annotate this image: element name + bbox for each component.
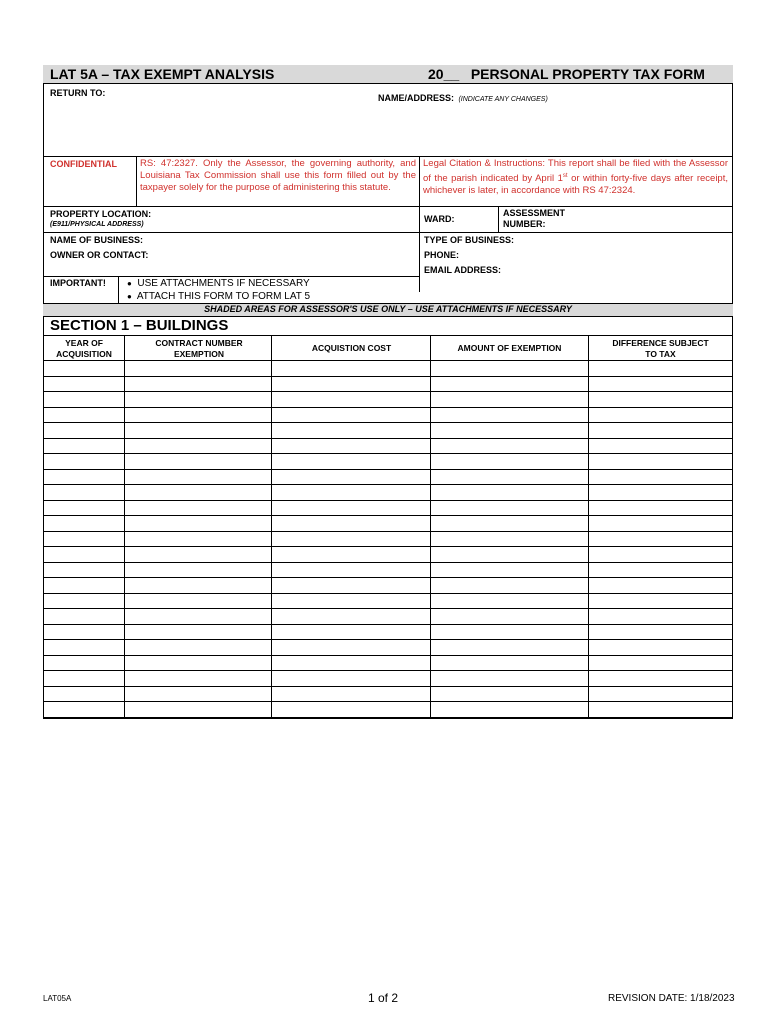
table-cell[interactable] [124,422,271,438]
table-cell[interactable] [271,500,430,516]
table-cell[interactable] [430,469,588,485]
table-cell[interactable] [43,624,124,640]
table-cell[interactable] [430,453,588,469]
table-cell[interactable] [588,500,733,516]
table-cell[interactable] [588,453,733,469]
table-cell[interactable] [588,515,733,531]
table-cell[interactable] [43,577,124,593]
table-cell[interactable] [271,624,430,640]
table-cell[interactable] [588,670,733,686]
table-cell[interactable] [124,655,271,671]
name-address-note: (INDICATE ANY CHANGES) [458,96,548,103]
legal-citation-part-a: Legal Citation & Instructions: This report shall be filed with the Assessor of the parish indicated by April 1 [423,158,728,185]
table-cell[interactable] [430,701,588,717]
divider-confidential-label [136,156,137,206]
owner-contact-label: OWNER OR CONTACT: [50,250,149,260]
table-cell[interactable] [588,422,733,438]
col-header-cost: ACQUISTION COST [311,343,392,353]
ward-label: WARD: [424,214,455,224]
table-cell[interactable] [124,391,271,407]
return-to-field[interactable] [50,100,370,154]
table-cell[interactable] [588,701,733,717]
table-cell[interactable] [271,376,430,392]
col-header-contract: CONTRACT NUMBER EXEMPTION [155,338,243,359]
phone-label: PHONE: [424,250,460,260]
important-item-text: USE ATTACHMENTS IF NECESSARY [137,278,310,289]
table-cell[interactable] [430,593,588,609]
name-address-label: NAME/ADDRESS: [378,93,455,103]
form-title: LAT 5A – TAX EXEMPT ANALYSIS [50,66,275,82]
table-cell[interactable] [43,593,124,609]
table-cell[interactable] [588,360,733,376]
important-item: ● USE ATTACHMENTS IF NECESSARY [127,278,310,289]
table-cell[interactable] [430,562,588,578]
table-cell[interactable] [43,484,124,500]
confidential-label: CONFIDENTIAL [50,159,117,169]
table-cell[interactable] [43,701,124,717]
table-cell[interactable] [124,562,271,578]
buildings-table [43,335,733,719]
table-cell[interactable] [430,438,588,454]
table-cell[interactable] [271,391,430,407]
table-cell[interactable] [588,639,733,655]
table-row-divider [43,717,733,718]
table-cell[interactable] [430,624,588,640]
table-cell[interactable] [430,686,588,702]
table-cell[interactable] [430,500,588,516]
legal-citation-sup: st [562,173,568,179]
table-cell[interactable] [430,360,588,376]
property-location-label: PROPERTY LOCATION: [50,209,152,219]
shaded-note-text: SHADED AREAS FOR ASSESSOR'S USE ONLY – USE ATTACHMENTS IF NECESSARY [204,304,572,314]
table-cell[interactable] [43,686,124,702]
table-cell[interactable] [43,500,124,516]
divider-business-top [43,232,733,233]
table-cell[interactable] [124,577,271,593]
important-label: IMPORTANT! [50,278,106,288]
table-cell[interactable] [271,655,430,671]
table-cell[interactable] [124,531,271,547]
col-header-difference: DIFFERENCE SUBJECT TO TAX [612,338,709,359]
table-cell[interactable] [124,670,271,686]
form-code: LAT05A [43,994,72,1003]
table-cell[interactable] [271,453,430,469]
table-cell[interactable] [124,438,271,454]
table-cell[interactable] [588,624,733,640]
table-cell[interactable] [271,639,430,655]
table-cell[interactable] [430,422,588,438]
table-cell[interactable] [430,407,588,423]
table-cell[interactable] [271,438,430,454]
table-cell[interactable] [43,639,124,655]
table-cell[interactable] [430,639,588,655]
table-cell[interactable] [271,531,430,547]
important-list [127,277,310,303]
table-cell[interactable] [588,531,733,547]
table-cell[interactable] [588,546,733,562]
type-of-business-label: TYPE OF BUSINESS: [424,235,515,245]
table-cell[interactable] [124,701,271,717]
table-cell[interactable] [271,562,430,578]
table-cell[interactable] [271,593,430,609]
table-cell[interactable] [43,608,124,624]
table-cell[interactable] [43,376,124,392]
table-cell[interactable] [124,608,271,624]
table-cell[interactable] [588,577,733,593]
property-location-note: (E911/PHYSICAL ADDRESS) [50,221,144,228]
table-cell[interactable] [271,701,430,717]
col-header-exemption: AMOUNT OF EXEMPTION [457,343,562,353]
col-header-year: YEAR OF ACQUISITION [56,338,112,359]
assessment-number-label: ASSESSMENT NUMBER: [503,208,566,229]
table-cell[interactable] [43,438,124,454]
table-cell[interactable] [271,515,430,531]
divider-ward [498,206,499,232]
return-to-label: RETURN TO: [50,88,106,98]
table-cell[interactable] [43,422,124,438]
form-year-title: 20__ PERSONAL PROPERTY TAX FORM [428,66,705,82]
table-cell[interactable] [124,593,271,609]
legal-citation-part-b: or within forty-five days after receipt, whichever is later, in accordance with RS 47:2324. [423,173,728,197]
table-cell[interactable] [43,670,124,686]
table-cell[interactable] [271,484,430,500]
table-cell[interactable] [124,546,271,562]
table-cell[interactable] [430,484,588,500]
table-cell[interactable] [124,515,271,531]
table-cell[interactable] [124,484,271,500]
table-cell[interactable] [588,562,733,578]
table-cell[interactable] [588,484,733,500]
important-item: ● ATTACH THIS FORM TO FORM LAT 5 [127,291,311,302]
table-cell[interactable] [271,422,430,438]
table-cell[interactable] [588,608,733,624]
section-title: SECTION 1 – BUILDINGS [50,317,229,334]
table-cell[interactable] [271,608,430,624]
table-cell[interactable] [430,515,588,531]
legal-citation-text [423,158,728,197]
table-cell[interactable] [271,686,430,702]
name-of-business-label: NAME OF BUSINESS: [50,235,144,245]
table-cell[interactable] [430,655,588,671]
table-cell[interactable] [43,531,124,547]
revision-date: REVISION DATE: 1/18/2023 [608,993,735,1004]
table-cell[interactable] [124,453,271,469]
table-cell[interactable] [43,469,124,485]
table-cell[interactable] [43,391,124,407]
table-cell[interactable] [43,407,124,423]
statute-text: RS: 47:2327. Only the Assessor, the governing authority, and Louisiana Tax Commission shall use this form filled out by the taxpayer solely for the purpose of administering this statute. [140,158,416,193]
table-cell[interactable] [43,655,124,671]
table-cell[interactable] [588,686,733,702]
table-cell[interactable] [588,376,733,392]
table-cell[interactable] [430,670,588,686]
table-cell[interactable] [43,360,124,376]
name-address-field[interactable] [378,100,728,154]
table-cell[interactable] [588,655,733,671]
divider-important [118,276,119,303]
table-cell[interactable] [271,577,430,593]
table-cell[interactable] [271,546,430,562]
table-cell[interactable] [271,407,430,423]
table-cell[interactable] [43,453,124,469]
table-cell[interactable] [588,438,733,454]
table-cell[interactable] [588,593,733,609]
email-label: EMAIL ADDRESS: [424,265,502,275]
table-cell[interactable] [124,639,271,655]
table-cell[interactable] [588,469,733,485]
table-cell[interactable] [43,515,124,531]
table-cell[interactable] [271,360,430,376]
table-cell[interactable] [430,546,588,562]
table-cell[interactable] [430,577,588,593]
table-cell[interactable] [43,546,124,562]
divider-location-top [43,206,733,207]
table-cell[interactable] [430,376,588,392]
table-cell[interactable] [588,407,733,423]
table-cell[interactable] [124,500,271,516]
table-cell[interactable] [124,624,271,640]
table-cell[interactable] [271,670,430,686]
table-cell[interactable] [430,531,588,547]
table-cell[interactable] [124,407,271,423]
page-number: 1 of 2 [368,991,399,1005]
table-cell[interactable] [271,469,430,485]
important-item-text: ATTACH THIS FORM TO FORM LAT 5 [136,291,311,302]
divider-confidential-top [43,156,733,157]
divider-middle [419,156,420,292]
table-cell[interactable] [430,391,588,407]
table-cell[interactable] [124,376,271,392]
table-cell[interactable] [124,686,271,702]
table-cell[interactable] [430,608,588,624]
table-cell[interactable] [124,469,271,485]
table-cell[interactable] [43,562,124,578]
table-cell[interactable] [124,360,271,376]
table-cell[interactable] [588,391,733,407]
